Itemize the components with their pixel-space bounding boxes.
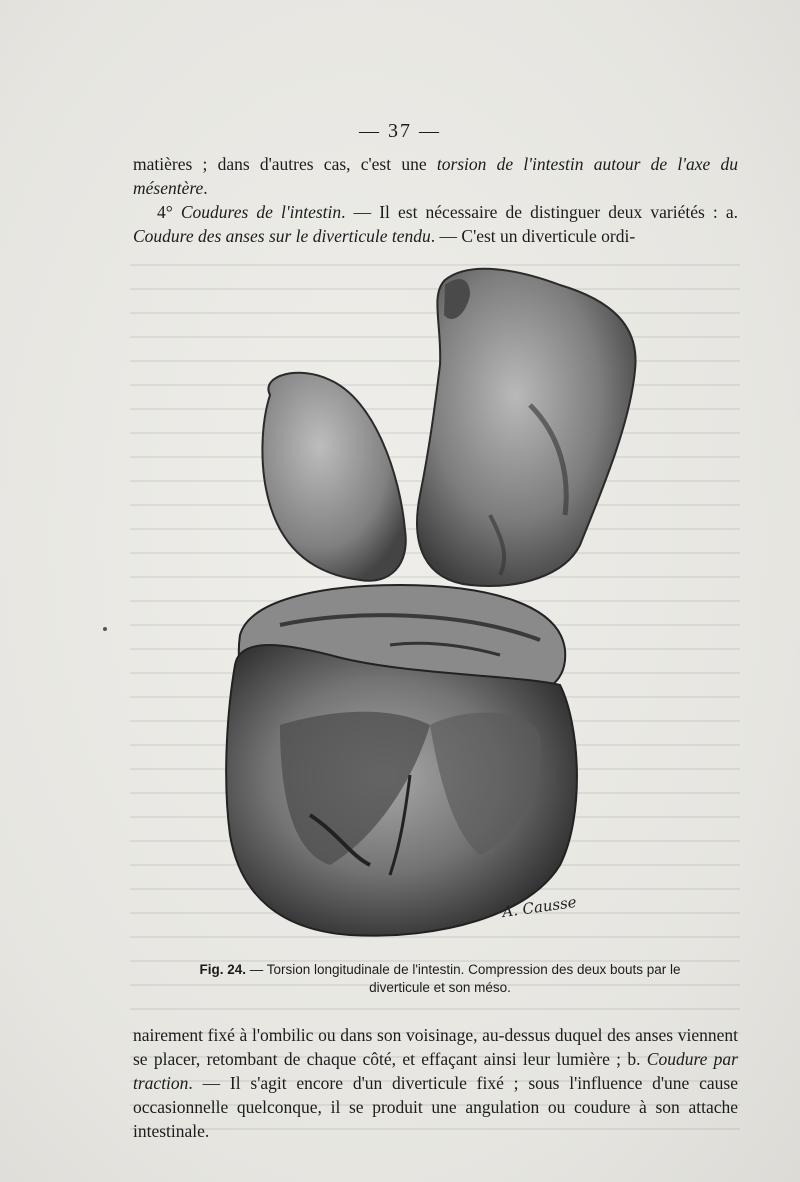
caption-text: — Torsion longitudinale de l'intestin. Compression des deux bouts par le diverticule et son méso. (245, 962, 681, 995)
caption-label: Fig. 24. (199, 962, 246, 977)
text-run: 4° (157, 202, 181, 222)
text-run: . — C'est un diverticule ordi- (430, 226, 636, 246)
italic-run: Coudures de l'intestin (180, 202, 342, 222)
left-loop (262, 373, 405, 581)
intestine-illustration (200, 255, 660, 955)
paragraph-1 (133, 152, 738, 200)
italic-run: torsion de l'intestin autour de l'axe du mésentère (133, 154, 738, 198)
text-run: . — Il est nécessaire de distinguer deux variétés : a. (341, 202, 738, 222)
text-run: matières ; dans d'autres cas, c'est une (133, 154, 437, 174)
italic-run: Coudure des anses sur le diverticule tendu (133, 226, 431, 246)
figure-caption (180, 961, 700, 997)
page-number: — 37 — (359, 120, 441, 142)
ink-speck (103, 627, 107, 631)
text-run: . — Il s'agit encore d'un diverticule fixé ; sous l'influence d'une cause occasionnelle quelconque, il se produit une angulation ou coudure à son attache intestinale. (133, 1073, 738, 1141)
paragraph-2 (133, 200, 738, 248)
italic-run: Coudure par traction (133, 1049, 738, 1093)
text-run: . (203, 178, 208, 198)
text-run: nairement fixé à l'ombilic ou dans son voisinage, au-dessus duquel des anses viennent se placer, retombant de chaque côté, et effaçant ainsi leur lumière ; b. (133, 1025, 738, 1069)
top-text-block (133, 152, 738, 248)
artist-signature: A. Causse (501, 892, 578, 922)
paragraph-3 (133, 1023, 738, 1143)
bottom-text-block (133, 1023, 738, 1143)
